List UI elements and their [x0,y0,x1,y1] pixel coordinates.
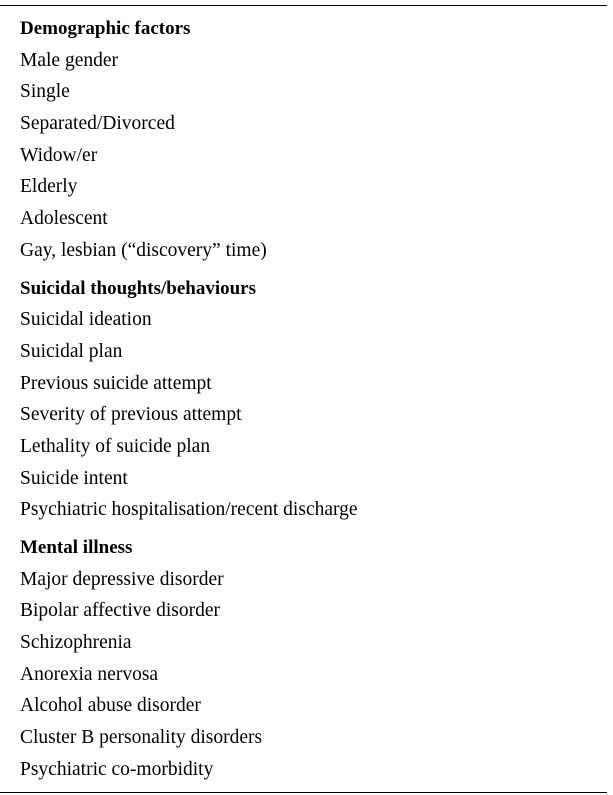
list-item: Psychiatric hospitalisation/recent discharge [20,499,358,521]
section-heading: Mental illness [20,537,133,558]
section-suicidal-thoughts-behaviours [20,273,600,527]
list-item: Lethality of suicide plan [20,435,211,457]
list-item: Suicidal ideation [20,309,152,331]
list-item: Psychiatric co-morbidity [20,758,214,780]
list-item: Suicidal plan [20,340,123,362]
table-bottom-rule [0,792,607,793]
table-top-rule [0,5,607,6]
list-item: Alcohol abuse disorder [20,695,201,717]
section-demographic-factors [20,13,600,267]
list-item: Gay, lesbian (“discovery” time) [20,239,267,261]
list-item: Severity of previous attempt [20,404,242,426]
section-heading: Suicidal thoughts/behaviours [20,277,256,299]
list-item: Schizophrenia [20,632,132,654]
section-mental-illness [20,532,600,786]
list-item: Major depressive disorder [20,568,224,590]
list-item: Widow/er [20,144,98,166]
list-item: Elderly [20,176,78,198]
list-item: Cluster B personality disorders [20,727,263,749]
list-item: Previous suicide attempt [20,372,212,394]
list-item: Bipolar affective disorder [20,600,220,622]
list-item: Separated/Divorced [20,113,175,135]
list-item: Male gender [20,49,118,71]
list-item: Single [20,81,70,103]
risk-factors-table [20,13,600,786]
list-item: Suicide intent [20,467,128,489]
list-item: Anorexia nervosa [20,663,159,685]
list-item: Adolescent [20,208,108,230]
section-heading: Demographic factors [20,18,191,39]
